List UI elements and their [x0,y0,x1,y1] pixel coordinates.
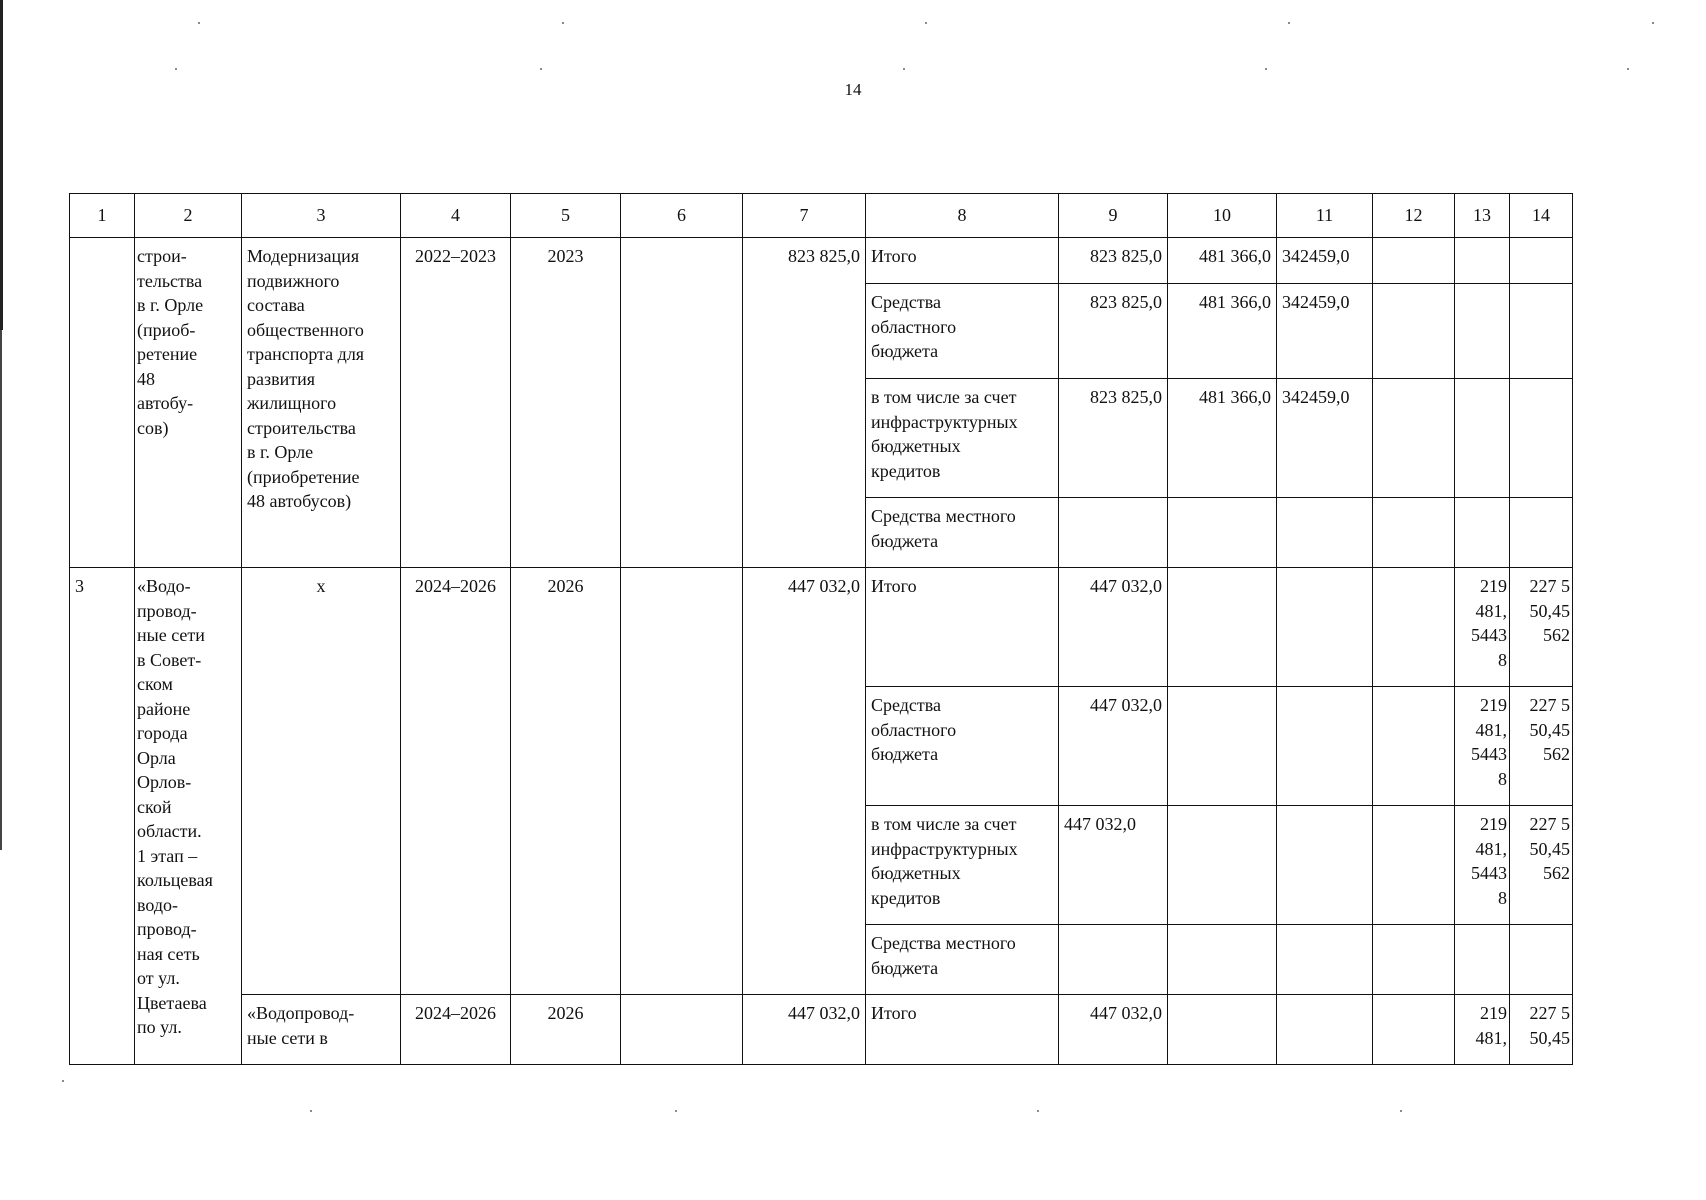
cell-cost: 823 825,0 [743,238,866,568]
header-cell: 1 [70,194,135,238]
scan-speck [675,1110,677,1112]
scan-speck [1037,1110,1039,1112]
budget-table [69,193,1573,1065]
cell-amount: 481 366,0 [1168,238,1277,284]
cell-amount [1510,238,1573,284]
cell-amount [1373,806,1455,925]
header-cell: 5 [511,194,621,238]
cell-source: Средства местного бюджета [866,498,1059,568]
scan-speck [562,22,564,24]
scan-speck [903,68,905,70]
cell-amount [1168,995,1277,1065]
cell-period: 2024–2026 [401,995,511,1065]
header-cell: 10 [1168,194,1277,238]
cell-event-name: х [242,568,401,995]
header-cell: 4 [401,194,511,238]
cell-event-name: Модернизация подвижного состава общественного транспорта для развития жилищного строительства в г. Орле (приобретение 48 автобусов) [242,238,401,568]
cell-source: Средства местного бюджета [866,925,1059,995]
scan-speck [62,1080,64,1082]
cell-amount: 227 5 50,45 562 [1510,806,1573,925]
cell-year: 2026 [511,995,621,1065]
cell-amount: 823 825,0 [1059,379,1168,498]
cell-amount: 823 825,0 [1059,284,1168,379]
cell-source: Средства областного бюджета [866,687,1059,806]
cell-amount: 481 366,0 [1168,284,1277,379]
cell-source: в том числе за счет инфраструктурных бюджетных кредитов [866,379,1059,498]
cell-amount [1510,925,1573,995]
cell-amount [1373,238,1455,284]
cell-amount: 447 032,0 [1059,687,1168,806]
cell-amount: 823 825,0 [1059,238,1168,284]
header-cell: 7 [743,194,866,238]
page-number: 14 [844,80,862,99]
table-row [70,568,1573,687]
cell-amount [1455,379,1510,498]
cell-amount [1277,568,1373,687]
cell-event-name: «Водопровод- ные сети в [242,995,401,1065]
cell-amount [1168,806,1277,925]
cell-amount: 219 481, 5443 8 [1455,687,1510,806]
cell-year: 2023 [511,238,621,568]
scan-speck [540,68,542,70]
page-left-edge [0,330,2,850]
scan-speck [1400,1110,1402,1112]
cell-source: в том числе за счет инфраструктурных бюджетных кредитов [866,806,1059,925]
cell-object-name: строи- тельства в г. Орле (приоб- ретение 48 автобу- сов) [135,238,242,568]
scan-speck [175,68,177,70]
header-cell: 11 [1277,194,1373,238]
cell-amount [1277,498,1373,568]
cell-amount [1373,925,1455,995]
cell-amount: 342459,0 [1277,238,1373,284]
header-cell: 2 [135,194,242,238]
cell-amount [1373,284,1455,379]
cell-amount [1510,284,1573,379]
table-row [70,995,1573,1065]
cell-amount [1168,687,1277,806]
cell-amount: 219 481, 5443 8 [1455,806,1510,925]
cell-number [70,238,135,568]
cell-amount [1277,806,1373,925]
cell-amount [1277,995,1373,1065]
scan-speck [1652,22,1654,24]
cell-source: Итого [866,995,1059,1065]
cell-amount: 342459,0 [1277,379,1373,498]
cell-source: Итого [866,568,1059,687]
header-cell: 3 [242,194,401,238]
header-cell: 14 [1510,194,1573,238]
cell-amount: 447 032,0 [1059,568,1168,687]
cell-amount [1168,925,1277,995]
cell-amount [1455,925,1510,995]
scan-speck [1627,68,1629,70]
scan-speck [310,1110,312,1112]
cell-source: Итого [866,238,1059,284]
header-row [70,194,1573,238]
cell-amount: 219 481, 5443 8 [1455,568,1510,687]
cell-col6 [621,995,743,1065]
cell-period: 2024–2026 [401,568,511,995]
cell-object-name: «Водо- провод- ные сети в Совет- ском районе города Орла Орлов- ской области. 1 этап – кольцевая водо- провод- ная сеть от ул. Цветаева по ул. [135,568,242,1065]
cell-amount [1510,498,1573,568]
cell-year: 2026 [511,568,621,995]
cell-amount: 227 5 50,45 [1510,995,1573,1065]
cell-col6 [621,568,743,995]
cell-amount [1455,238,1510,284]
cell-amount [1455,498,1510,568]
cell-cost: 447 032,0 [743,568,866,995]
cell-source: Средства областного бюджета [866,284,1059,379]
cell-amount [1373,995,1455,1065]
table-row [70,238,1573,284]
cell-amount: 227 5 50,45 562 [1510,687,1573,806]
cell-amount [1373,568,1455,687]
cell-cost: 447 032,0 [743,995,866,1065]
header-cell: 13 [1455,194,1510,238]
header-cell: 9 [1059,194,1168,238]
cell-amount [1277,687,1373,806]
header-cell: 8 [866,194,1059,238]
scan-speck [198,22,200,24]
header-cell: 12 [1373,194,1455,238]
cell-amount [1373,379,1455,498]
cell-amount [1277,925,1373,995]
header-cell: 6 [621,194,743,238]
cell-amount [1168,568,1277,687]
cell-number: 3 [70,568,135,1065]
cell-amount [1373,498,1455,568]
cell-amount [1510,379,1573,498]
cell-period: 2022–2023 [401,238,511,568]
cell-amount: 342459,0 [1277,284,1373,379]
scan-speck [1288,22,1290,24]
cell-amount [1059,925,1168,995]
cell-amount: 227 5 50,45 562 [1510,568,1573,687]
cell-amount: 481 366,0 [1168,379,1277,498]
page-left-edge [0,0,3,330]
cell-amount [1059,498,1168,568]
cell-amount [1455,284,1510,379]
cell-amount: 219 481, [1455,995,1510,1065]
cell-amount [1373,687,1455,806]
scan-speck [925,22,927,24]
cell-amount: 447 032,0 [1059,995,1168,1065]
cell-amount [1168,498,1277,568]
cell-amount: 447 032,0 [1059,806,1168,925]
cell-col6 [621,238,743,568]
scan-speck [1265,68,1267,70]
